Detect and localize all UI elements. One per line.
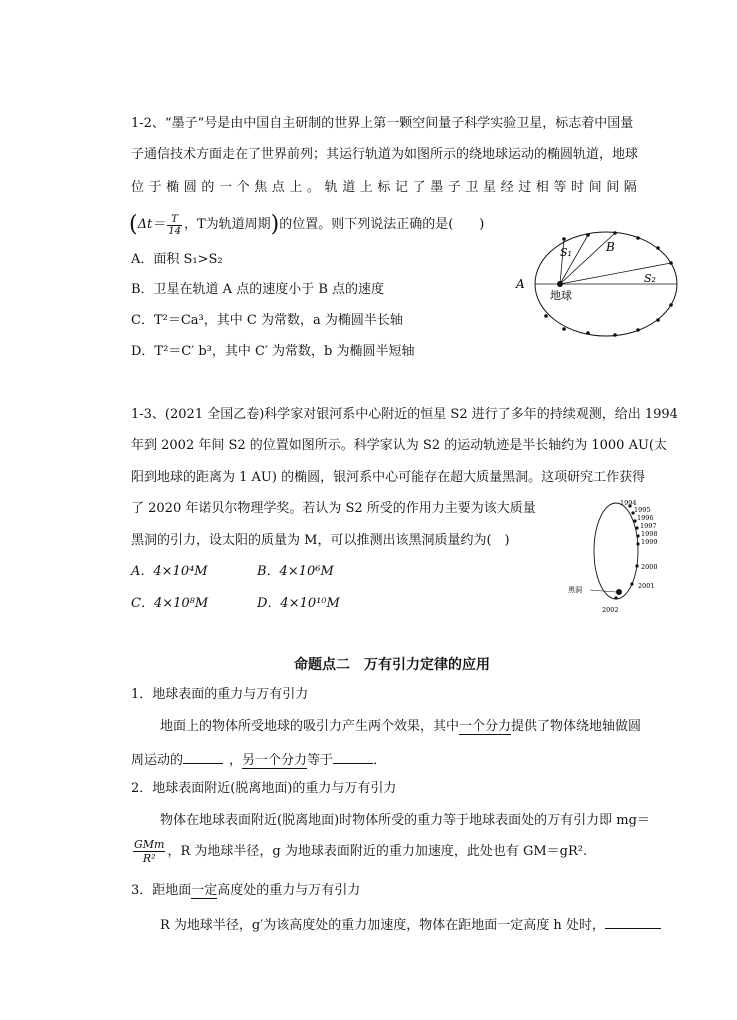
q12-line-2: 子通信技术方面走在了世界前列；其运行轨道为如图所示的绕地球运动的椭圆轨道，地球: [131, 147, 639, 162]
blank-3: [605, 914, 661, 929]
q13-line-5: 黑洞的引力，设太阳的质量为 M，可以推测出该黑洞质量约为( ): [131, 533, 510, 548]
orbit-position-dot: [613, 231, 617, 235]
q13-option-b: B．4×10⁶M: [257, 564, 334, 579]
orbit-position-dot: [669, 261, 673, 265]
q12-option-b: B．卫星在轨道 A 点的速度小于 B 点的速度: [131, 282, 385, 297]
period-note: ，T为轨道周期: [183, 217, 271, 232]
q13-option-a: A．4×10⁴M: [131, 564, 208, 579]
q13-line-4: 了 2020 年诺贝尔物理学奖。若认为 S2 所受的作用力主要为该大质量: [131, 501, 536, 516]
label-black-hole: 黑洞: [568, 586, 582, 594]
year-label-2002: 2002: [602, 606, 619, 614]
s2-position-dot: [636, 534, 639, 537]
delta-t: Δt＝: [137, 217, 166, 232]
s2-position-dot: [630, 582, 633, 585]
q13-option-c: C．4×10⁸M: [131, 596, 209, 611]
orbit-position-dot: [613, 333, 617, 337]
heading-3-text: 3．距地面: [131, 883, 192, 898]
orbit-figure: [508, 228, 680, 340]
year-label-1998: 1998: [641, 530, 658, 538]
underlined-another-component: 另一个分力: [242, 753, 308, 768]
blank-1: [183, 749, 223, 764]
year-label-1996: 1996: [637, 514, 654, 522]
black-hole-dot: [616, 589, 622, 595]
q12-line-1-text: 1-2、“墨子”号是由中国自主研制的世界上第一颗空间量子科学实验卫星，标志着中国量: [131, 116, 634, 131]
q12-line-3: 位于椭圆的一个焦点上。轨道上标记了墨子卫星经过相等时间间隔: [131, 180, 642, 195]
underlined-certain: 一定: [191, 883, 218, 898]
q12-question-tail: 的位置。则下列说法正确的是( ): [279, 217, 485, 232]
comma: ，: [229, 753, 243, 768]
q13-line-1: 1-3、(2021 全国乙卷)科学家对银河系中心附近的恒星 S2 进行了多年的持续观测，给出 1994: [131, 407, 678, 422]
q13-line-3: 阳到地球的距离为 1 AU) 的椭圆，银河系中心可能存在超大质量黑洞。这项研究工作获得: [131, 470, 646, 485]
para-1-text: 地面上的物体所受地球的吸引力产生两个效果，其中: [160, 719, 460, 734]
para-1-equals: 等于: [307, 753, 334, 768]
earth-dot: [557, 281, 563, 287]
label-s1: S₁: [560, 246, 572, 259]
q12-option-a: A．面积 S₁>S₂: [131, 252, 223, 267]
orbit-position-dot: [562, 237, 566, 241]
s2-position-dot: [635, 526, 638, 529]
para-2-line-1: 物体在地球表面附近(脱离地面)时物体所受的重力等于地球表面处的万有引力即 mg＝: [160, 813, 650, 828]
year-label-1994: 1994: [620, 499, 637, 507]
orbit-position-dot: [636, 328, 640, 332]
label-b: B: [606, 240, 615, 254]
orbit-position-dot: [656, 318, 660, 322]
orbit-position-dot: [544, 314, 548, 318]
orbit-position-dot: [586, 233, 590, 237]
orbit-position-dot: [656, 246, 660, 250]
left-paren: (: [129, 212, 138, 237]
fraction-denominator: R²: [142, 852, 156, 865]
year-label-2000: 2000: [641, 563, 658, 571]
para-1-text-tail: 提供了物体绕地轴做圆: [511, 719, 642, 734]
para-1-line-2: [131, 749, 386, 770]
t-over-14-fraction: [167, 214, 182, 237]
section-title: 命题点二 万有引力定律的应用: [294, 657, 490, 673]
label-a: A: [516, 277, 525, 291]
right-paren: ): [270, 212, 280, 237]
gmm-over-r2-fraction: [133, 838, 165, 865]
para-2-text: ，R 为地球半径，g 为地球表面附近的重力加速度，此处也有 GM＝gR².: [167, 843, 588, 859]
s2-position-dot: [635, 564, 638, 567]
heading-2: 2．地球表面附近(脱离地面)的重力与万有引力: [131, 781, 397, 796]
underlined-one-component: 一个分力: [459, 719, 512, 734]
q13-line-2: 年到 2002 年间 S2 的位置如图所示。科学家认为 S2 的运动轨迹是半长轴约为 1000 AU(太: [131, 438, 667, 453]
q12-option-c: C．T²＝Ca³，其中 C 为常数，a 为椭圆半长轴: [131, 313, 403, 328]
fraction-denominator: 14: [168, 225, 181, 237]
para-1-line-2-text: 周运动的: [131, 753, 184, 768]
s2-position-dot: [614, 596, 617, 599]
orbit-position-dot: [562, 327, 566, 331]
para-1-line-1: [160, 718, 641, 736]
orbit-position-dot: [669, 303, 673, 307]
orbit-position-dot: [636, 236, 640, 240]
label-earth: 地球: [550, 289, 572, 302]
blank-2: [333, 749, 373, 764]
q12-line-1: [131, 115, 681, 133]
para-3-line-1: [160, 914, 661, 935]
heading-3: [131, 882, 360, 900]
s2-position-dot: [636, 542, 639, 545]
para-1-end: ．: [373, 753, 387, 768]
q12-option-d: D．T²＝C′ b³，其中 C′ 为常数，b 为椭圆半短轴: [131, 344, 415, 359]
year-label-2001: 2001: [638, 582, 655, 590]
q13-option-d: D．4×10¹⁰M: [257, 596, 340, 611]
heading-3-tail: 高度处的重力与万有引力: [217, 883, 361, 898]
para-2-line-2: [131, 838, 587, 865]
q12-line-4: [129, 209, 484, 241]
fraction-numerator: T: [167, 214, 182, 226]
s2-orbit-figure: [568, 494, 672, 616]
heading-1: 1．地球表面的重力与万有引力: [131, 687, 309, 702]
fraction-numerator: GMm: [134, 838, 165, 851]
para-3-text: R 为地球半径，g′为该高度处的重力加速度，物体在距地面一定高度 h 处时，: [160, 918, 605, 933]
year-label-1997: 1997: [640, 522, 657, 530]
year-label-1995: 1995: [634, 506, 651, 514]
orbit-position-dot: [586, 331, 590, 335]
label-s2: S₂: [644, 272, 656, 285]
year-label-1999: 1999: [641, 538, 658, 546]
